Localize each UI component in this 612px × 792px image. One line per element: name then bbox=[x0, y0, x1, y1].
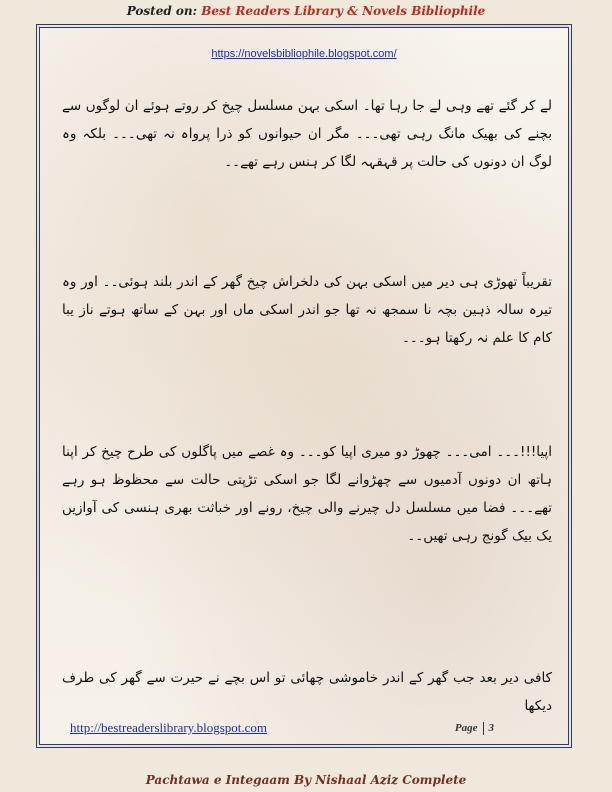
paragraph-3: اپیا!!!۔۔۔ امی۔۔۔ چھوڑ دو میری اپیا کو۔۔۔ وہ غصے میں پاگلوں کی طرح چیخ کر اپنا ہاتھ ان دونوں آدمیوں سے چھڑوانے لگا جو اسکی تڑپتی حالت سے محظوظ ہو رہے تھے۔۔۔ فضا میں مسلسل دل چیرنے والی چیخ، رونے اور خباثت بھری ہنسی کی آوازیں یک بیک گونج رہی تھیں۔۔ bbox=[62, 443, 552, 544]
site-name: Best Readers Library & Novels Bibliophile bbox=[201, 4, 486, 18]
paragraph-4: کافی دیر بعد جب گھر کے اندر خاموشی چھائی تو اس بچے نے حیرت سے گھر کی طرف دیکھا bbox=[62, 669, 552, 714]
paragraph-1: لے کر گئے تھے وہی لے جا رہا تھا۔ اسکی بہن مسلسل چیخ کر روتے ہوئے ان لوگوں سے بچنے کی بھیک مانگ رہی تھی۔۔۔ مگر ان حیوانوں کو ذرا پرواہ نہ تھی۔۔۔ بلکہ وہ لوگ ان دونوں کی حالت پر قہقہہ لگا کر ہنس رہے تھے۔۔ bbox=[62, 97, 552, 170]
page-number bbox=[455, 722, 494, 735]
posted-on-label: Posted on: bbox=[126, 4, 198, 18]
page-content bbox=[40, 28, 568, 744]
page-number-value: 3 bbox=[488, 722, 494, 735]
page-label: Page bbox=[454, 722, 478, 735]
page-separator bbox=[483, 722, 484, 735]
book-title-banner: Pachtawa e Integaam By Nishaal Aziz Complete bbox=[145, 773, 467, 787]
top-blog-link[interactable]: https://novelsbibliophile.blogspot.com/ bbox=[211, 48, 397, 60]
posted-on-banner bbox=[0, 0, 612, 22]
paragraph-2: تقریباً تھوڑی ہی دیر میں اسکی بہن کی دلخراش چیخ گھر کے اندر بلند ہوئی۔۔ اور وہ تیرہ سالہ ذہین بچہ نا سمجھ نہ تھا جو اندر اسکی ماں اور بہن کے ساتھ ہوتے ناز یبا کام کا علم نہ رکھتا ہو۔۔۔ bbox=[62, 273, 552, 346]
bottom-blog-link[interactable]: http://bestreaderslibrary.blogspot.com bbox=[70, 720, 267, 735]
page-frame bbox=[36, 24, 572, 748]
